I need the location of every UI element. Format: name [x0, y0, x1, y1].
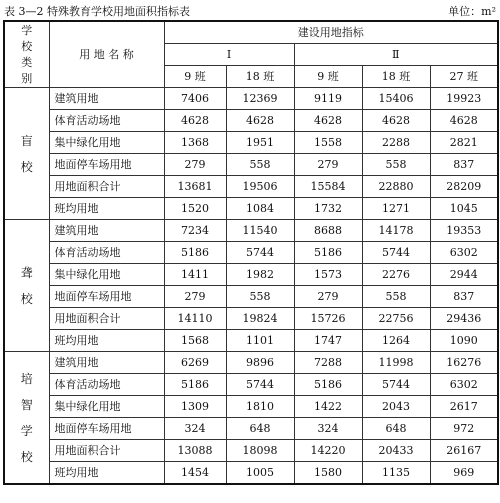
table-row — [4, 286, 498, 308]
area-value: 558 — [226, 286, 294, 308]
area-value: 14220 — [294, 440, 362, 462]
land-use-name: 建筑用地 — [49, 220, 164, 242]
land-use-name: 用地面积合计 — [49, 308, 164, 330]
area-value: 5186 — [164, 374, 226, 396]
header-class: 9 班 — [164, 66, 226, 88]
school-type-label: 聋校 — [20, 265, 33, 306]
header-row-1 — [4, 21, 498, 44]
area-value: 1101 — [226, 330, 294, 352]
area-value: 2288 — [362, 132, 430, 154]
header-school-type: 学校类别 — [4, 21, 49, 88]
area-value: 15584 — [294, 176, 362, 198]
area-value: 1045 — [430, 198, 498, 220]
area-value: 2944 — [430, 264, 498, 286]
area-value: 14178 — [362, 220, 430, 242]
area-value: 5744 — [362, 374, 430, 396]
area-value: 1810 — [226, 396, 294, 418]
area-value: 279 — [294, 286, 362, 308]
area-value: 7288 — [294, 352, 362, 374]
area-value: 969 — [430, 462, 498, 485]
area-value: 15406 — [362, 88, 430, 110]
area-value: 1520 — [164, 198, 226, 220]
table-row — [4, 396, 498, 418]
area-value: 4628 — [294, 110, 362, 132]
land-use-name: 建筑用地 — [49, 352, 164, 374]
area-value: 1368 — [164, 132, 226, 154]
area-value: 19824 — [226, 308, 294, 330]
land-use-name: 体育活动场地 — [49, 242, 164, 264]
area-value: 9896 — [226, 352, 294, 374]
area-value: 2617 — [430, 396, 498, 418]
area-value: 1264 — [362, 330, 430, 352]
area-value: 8688 — [294, 220, 362, 242]
land-area-table — [3, 20, 499, 485]
area-value: 1135 — [362, 462, 430, 485]
table-title: 表 3—2 特殊教育学校用地面积指标表 — [4, 5, 190, 18]
area-value: 19353 — [430, 220, 498, 242]
land-use-name: 用地面积合计 — [49, 440, 164, 462]
table-row — [4, 110, 498, 132]
area-value: 18098 — [226, 440, 294, 462]
area-value: 1951 — [226, 132, 294, 154]
land-use-name: 建筑用地 — [49, 88, 164, 110]
school-type-cell — [4, 220, 49, 352]
area-value: 1580 — [294, 462, 362, 485]
area-value: 11540 — [226, 220, 294, 242]
area-value: 1982 — [226, 264, 294, 286]
table-row — [4, 440, 498, 462]
area-value: 19923 — [430, 88, 498, 110]
area-value: 15726 — [294, 308, 362, 330]
area-value: 13681 — [164, 176, 226, 198]
header-class: 27 班 — [430, 66, 498, 88]
area-value: 1732 — [294, 198, 362, 220]
table-row — [4, 88, 498, 110]
area-value: 6302 — [430, 242, 498, 264]
header-class: 18 班 — [362, 66, 430, 88]
area-value: 14110 — [164, 308, 226, 330]
area-value: 1558 — [294, 132, 362, 154]
area-value: 648 — [226, 418, 294, 440]
table-row — [4, 220, 498, 242]
area-value: 20433 — [362, 440, 430, 462]
area-value: 19506 — [226, 176, 294, 198]
table-row — [4, 264, 498, 286]
table-row — [4, 308, 498, 330]
area-value: 1411 — [164, 264, 226, 286]
area-value: 972 — [430, 418, 498, 440]
area-value: 558 — [362, 286, 430, 308]
area-value: 5744 — [226, 374, 294, 396]
table-row — [4, 154, 498, 176]
header-indicator: 建设用地指标 — [164, 21, 498, 44]
area-value: 1084 — [226, 198, 294, 220]
area-value: 11998 — [362, 352, 430, 374]
header-class: 9 班 — [294, 66, 362, 88]
area-value: 28209 — [430, 176, 498, 198]
land-use-name: 用地面积合计 — [49, 176, 164, 198]
area-value: 2821 — [430, 132, 498, 154]
table-row — [4, 242, 498, 264]
area-value: 1309 — [164, 396, 226, 418]
area-value: 279 — [164, 154, 226, 176]
area-value: 22880 — [362, 176, 430, 198]
area-value: 837 — [430, 286, 498, 308]
area-value: 22756 — [362, 308, 430, 330]
area-value: 5744 — [226, 242, 294, 264]
area-value: 5186 — [294, 374, 362, 396]
school-type-label: 盲校 — [20, 133, 33, 174]
area-value: 9119 — [294, 88, 362, 110]
area-value: 1568 — [164, 330, 226, 352]
area-value: 558 — [362, 154, 430, 176]
area-value: 5186 — [294, 242, 362, 264]
land-use-name: 地面停车场用地 — [49, 418, 164, 440]
school-type-cell — [4, 88, 49, 220]
header-class: 18 班 — [226, 66, 294, 88]
area-value: 7406 — [164, 88, 226, 110]
area-value: 279 — [294, 154, 362, 176]
area-value: 837 — [430, 154, 498, 176]
table-caption — [4, 0, 496, 18]
table-row — [4, 374, 498, 396]
school-type-cell — [4, 352, 49, 485]
land-use-name: 集中绿化用地 — [49, 396, 164, 418]
land-use-name: 集中绿化用地 — [49, 132, 164, 154]
area-value: 16276 — [430, 352, 498, 374]
area-value: 1271 — [362, 198, 430, 220]
table-row — [4, 330, 498, 352]
school-type-label: 培智学校 — [20, 371, 33, 464]
land-use-name: 班均用地 — [49, 330, 164, 352]
area-value: 7234 — [164, 220, 226, 242]
table-row — [4, 462, 498, 485]
header-group-1: Ⅰ — [164, 44, 294, 66]
table-row — [4, 352, 498, 374]
header-land-name: 用 地 名 称 — [49, 21, 164, 88]
area-value: 1454 — [164, 462, 226, 485]
area-value: 4628 — [362, 110, 430, 132]
area-value: 1422 — [294, 396, 362, 418]
unit-label: 单位：m² — [448, 5, 496, 18]
area-value: 648 — [362, 418, 430, 440]
area-value: 2276 — [362, 264, 430, 286]
area-value: 279 — [164, 286, 226, 308]
area-value: 1573 — [294, 264, 362, 286]
land-use-name: 地面停车场用地 — [49, 286, 164, 308]
area-value: 12369 — [226, 88, 294, 110]
area-value: 4628 — [430, 110, 498, 132]
area-value: 2043 — [362, 396, 430, 418]
area-value: 5744 — [362, 242, 430, 264]
table-row — [4, 418, 498, 440]
area-value: 5186 — [164, 242, 226, 264]
area-value: 1005 — [226, 462, 294, 485]
land-use-name: 集中绿化用地 — [49, 264, 164, 286]
land-use-name: 体育活动场地 — [49, 110, 164, 132]
area-value: 29436 — [430, 308, 498, 330]
land-use-name: 班均用地 — [49, 198, 164, 220]
land-use-name: 地面停车场用地 — [49, 154, 164, 176]
area-value: 4628 — [164, 110, 226, 132]
area-value: 1747 — [294, 330, 362, 352]
area-value: 1090 — [430, 330, 498, 352]
area-value: 324 — [164, 418, 226, 440]
table-row — [4, 176, 498, 198]
area-value: 324 — [294, 418, 362, 440]
area-value: 6269 — [164, 352, 226, 374]
table-row — [4, 198, 498, 220]
area-value: 13088 — [164, 440, 226, 462]
land-use-name: 体育活动场地 — [49, 374, 164, 396]
area-value: 558 — [226, 154, 294, 176]
area-value: 4628 — [226, 110, 294, 132]
header-group-2: Ⅱ — [294, 44, 498, 66]
area-value: 26167 — [430, 440, 498, 462]
land-use-name: 班均用地 — [49, 462, 164, 485]
area-value: 6302 — [430, 374, 498, 396]
table-row — [4, 132, 498, 154]
